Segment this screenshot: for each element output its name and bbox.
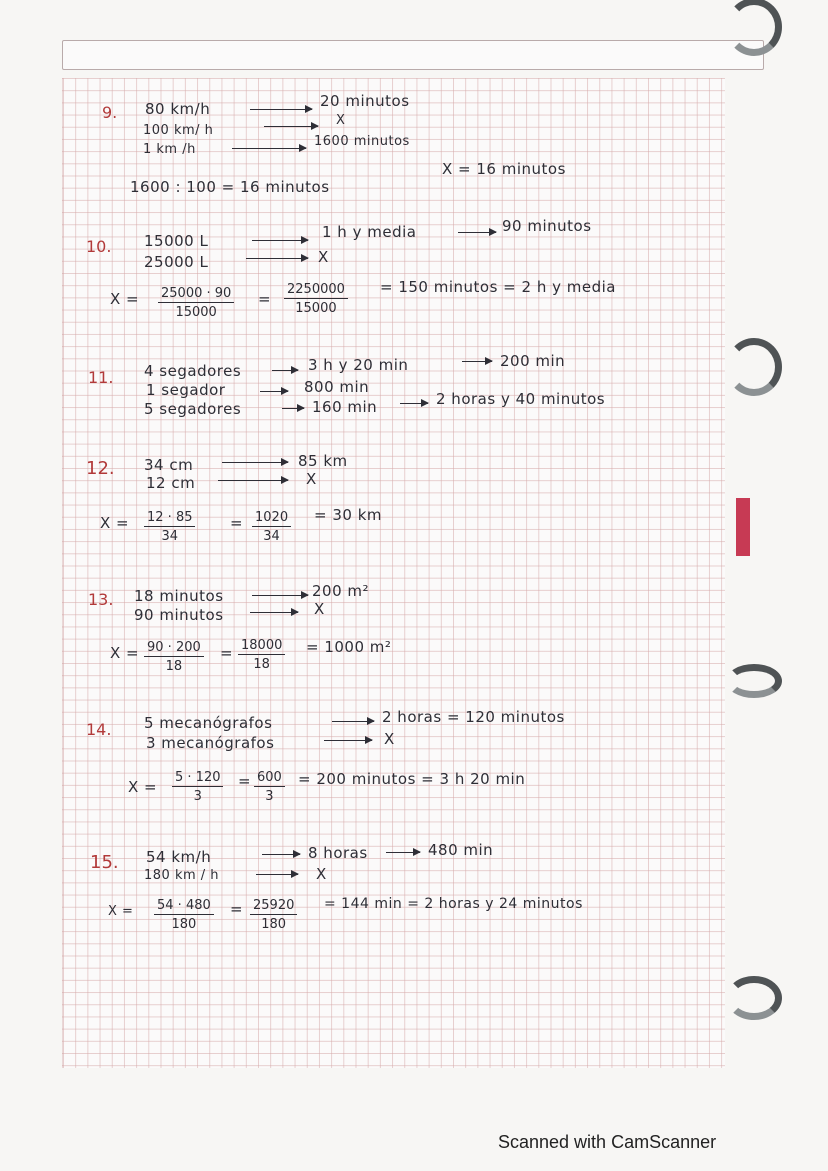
x-equals: X =: [110, 290, 140, 308]
rule-value: 200 min: [500, 352, 566, 370]
numerator: 5 · 120: [172, 770, 223, 787]
arrow-icon: [272, 370, 298, 371]
rule-value: X: [314, 600, 325, 618]
numerator: 25000 · 90: [158, 286, 234, 303]
rule-line: 180 km / h: [144, 868, 220, 883]
rule-line: 18 minutos: [134, 587, 224, 605]
binder-ring: [726, 664, 782, 698]
arrow-icon: [400, 403, 428, 404]
denominator: 15000: [295, 301, 337, 316]
denominator: 3: [265, 789, 274, 804]
rule-line: 90 minutos: [134, 606, 224, 624]
rule-line: 1 segador: [146, 381, 226, 399]
rule-value: 8 horas: [308, 844, 368, 862]
rule-value: X: [384, 730, 395, 748]
problem-number: 12.: [86, 458, 115, 479]
fraction: [158, 286, 234, 320]
numerator: 12 · 85: [144, 510, 195, 527]
rule-line: 3 mecanógrafos: [146, 734, 275, 752]
rule-value: 1 h y media: [322, 223, 417, 241]
fraction: [154, 898, 214, 932]
problem-number: 14.: [86, 720, 112, 739]
equals-sign: =: [238, 772, 252, 790]
numerator: 54 · 480: [154, 898, 214, 915]
rule-line: 15000 L: [144, 232, 209, 250]
calculation: 1600 : 100 = 16 minutos: [130, 178, 330, 196]
arrow-icon: [252, 595, 308, 596]
denominator: 15000: [175, 305, 217, 320]
numerator: 18000: [238, 638, 285, 655]
result: = 150 minutos = 2 h y media: [380, 278, 616, 296]
problem-number: 13.: [88, 590, 114, 609]
problem-number: 9.: [102, 103, 118, 122]
equals-sign: =: [230, 514, 244, 532]
arrow-icon: [386, 852, 420, 853]
numerator: 25920: [250, 898, 297, 915]
fraction: [238, 638, 285, 672]
numerator: 600: [254, 770, 285, 787]
rule-value: 2 horas = 120 minutos: [382, 708, 565, 726]
arrow-icon: [264, 126, 318, 127]
denominator: 18: [165, 659, 183, 674]
rule-line: 12 cm: [146, 474, 196, 492]
equals-sign: =: [220, 644, 234, 662]
binder-ring: [726, 0, 782, 56]
result: = 1000 m²: [306, 638, 392, 656]
denominator: 34: [161, 529, 179, 544]
denominator: 34: [263, 529, 280, 544]
arrow-icon: [252, 240, 308, 241]
arrow-icon: [232, 148, 306, 149]
notebook-tab: [736, 498, 750, 556]
arrow-icon: [324, 740, 372, 741]
x-equals: X =: [128, 778, 158, 796]
rule-line: 25000 L: [144, 253, 209, 271]
rule-line: 1 km /h: [143, 142, 196, 157]
arrow-icon: [260, 391, 288, 392]
denominator: 180: [171, 917, 197, 932]
rule-value: 85 km: [298, 452, 348, 470]
rule-line: 54 km/h: [146, 848, 212, 866]
arrow-icon: [222, 462, 288, 463]
fraction: [284, 282, 348, 316]
arrow-icon: [462, 361, 492, 362]
fraction: [254, 770, 285, 804]
fraction: [250, 898, 297, 932]
arrow-icon: [256, 874, 298, 875]
equals-sign: =: [230, 900, 244, 918]
rule-value: 90 minutos: [502, 217, 592, 235]
x-equals: X =: [110, 644, 140, 662]
fraction: [172, 770, 223, 804]
rule-line: 5 segadores: [144, 400, 242, 418]
problem-number: 15.: [90, 852, 119, 873]
rule-line: 5 mecanógrafos: [144, 714, 273, 732]
x-equals: X =: [100, 514, 130, 532]
denominator: 180: [261, 917, 287, 932]
arrow-icon: [246, 258, 308, 259]
arrow-icon: [332, 721, 374, 722]
rule-value: X: [316, 865, 327, 883]
equals-sign: =: [258, 290, 272, 308]
rule-value: 1600 minutos: [314, 134, 410, 149]
header-box: [62, 40, 764, 70]
rule-value: X: [336, 113, 346, 128]
rule-line: 34 cm: [144, 456, 194, 474]
fraction: [144, 640, 204, 674]
arrow-icon: [250, 612, 298, 613]
denominator: 3: [193, 789, 202, 804]
numerator: 90 · 200: [144, 640, 204, 657]
rule-value: X: [306, 470, 317, 488]
rule-value: 3 h y 20 min: [308, 356, 409, 374]
arrow-icon: [458, 232, 496, 233]
x-equals: X =: [108, 904, 134, 919]
rule-value: 200 m²: [312, 582, 370, 600]
arrow-icon: [262, 854, 300, 855]
binder-ring: [726, 338, 782, 396]
rule-value: X: [318, 248, 329, 266]
arrow-icon: [218, 480, 288, 481]
arrow-icon: [282, 408, 304, 409]
rule-value: 800 min: [304, 378, 370, 396]
rule-line: 4 segadores: [144, 362, 242, 380]
numerator: 1020: [252, 510, 291, 527]
numerator: 2250000: [284, 282, 348, 299]
rule-value: 480 min: [428, 841, 494, 859]
result: 2 horas y 40 minutos: [436, 390, 606, 408]
rule-value: 160 min: [312, 398, 378, 416]
binder-ring: [726, 976, 782, 1020]
denominator: 18: [253, 657, 270, 672]
problem-number: 10.: [86, 237, 112, 256]
scanner-watermark: Scanned with CamScanner: [498, 1132, 717, 1152]
problem-number: 11.: [88, 368, 114, 387]
fraction: [144, 510, 195, 544]
fraction: [252, 510, 291, 544]
result: = 200 minutos = 3 h 20 min: [298, 770, 526, 788]
rule-value: 20 minutos: [320, 92, 410, 110]
result: = 30 km: [314, 506, 382, 524]
rule-line: 100 km/ h: [143, 123, 214, 138]
arrow-icon: [250, 109, 312, 110]
rule-line: 80 km/h: [145, 100, 211, 118]
result: X = 16 minutos: [442, 160, 566, 178]
result: = 144 min = 2 horas y 24 minutos: [324, 896, 583, 912]
